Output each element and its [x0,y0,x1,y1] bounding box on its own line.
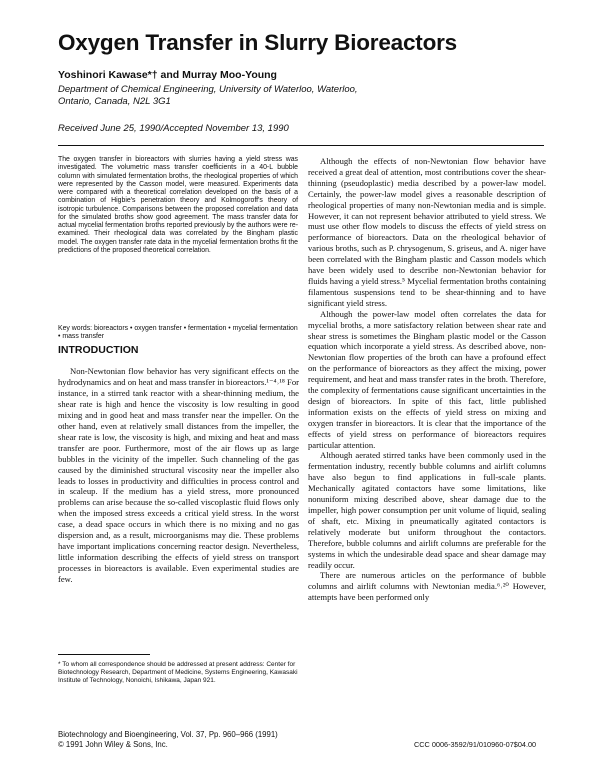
affiliation-line-2: Ontario, Canada, N2L 3G1 [58,96,171,107]
footnote-divider [58,654,150,655]
authors: Yoshinori Kawase*† and Murray Moo-Young [58,69,277,81]
received-dates: Received June 25, 1990/Accepted November 13, 1990 [58,123,289,134]
abstract: The oxygen transfer in bioreactors with slurries having a yield stress was investigated. The volumetric mass transfer coefficients in a 40-L bubble column with simulated fermentation broths, the rheological properties of which were represented by the Casson model, were measured. Experiments data were compared with a theoretical correlation developed on the basis of a combination of Higbie's penetration theory and Kolmogoroff's theory of isotropic turbulence. Comparisons between the proposed correlation and data for the simulated broths show good agreement. The mass transfer data for actual mycelial fermentation broths reported previously by the authors were re-examined. Their rheological data was correlated by the Bingham plastic model. The oxygen transfer rate data in the mycelial fermentation broths fit the predictions of the proposed theoretical correlation. [58,156,298,254]
intro-paragraph: Non-Newtonian flow behavior has very significant effects on the hydrodynamics and on heat and mass transfer in bioreactors.¹⁻⁴˒¹⁸ For instance, in a stirred tank reactor with a shear-thinning medium, the shear rate is high and hence the viscosity is low resulting in good mixing and in good heat and mass transfer near the impeller. On the other hand, even at relatively small distances from the impeller, the shear rate is low, the viscosity is high, and mixing and heat and mass transfer are poor. Furthermore, most of the air flows up as large bubbles in the vicinity of the impeller. Such channeling of the gas caused by the diminished structural viscosity near the impeller also leads to losses in productivity and difficulties in process control and in scaleup. If the medium has a yield stress, more pronounced problems can arise because the so-called viscoplastic fluid flows only when the imposed stress exceeds a critical yield stress. In the worst case, a dead space occurs in which there is no mixing and no gas dispersion and, as a result, microorganisms may die. These problems have important implications concerning reactor design. Nevertheless, little information describing the effects of yield stress on transport processes in bioreactors is available. Even experimental studies are few. [58,366,299,585]
ccc-code: CCC 0006-3592/91/010960-07$04.00 [414,740,537,749]
introduction-body [58,366,299,585]
paper-title: Oxygen Transfer in Slurry Bioreactors [58,30,457,55]
keywords: Key words: bioreactors • oxygen transfer • fermentation • mycelial fermentation • mass transfer [58,325,298,341]
body-paragraph-2: Although the power-law model often correlates the data for mycelial broths, a more satisfactory relation between shear rate and shear stress is sometimes the Bingham plastic model or the Casson equation which incorporate a yield stress. As described above, non-Newtonian flow properties of the broth can have a profound effect on the performance of bioreactors as they affect the mixing, power requirement, and heat and mass transfer rates in the broth. Therefore, the complexity of fermentations cause significant uncertainties in the design of bioreactors. In spite of this fact, little published information exists on the effects of yield stress on mixing and oxygen transfer in bioreactors. It is clear that the importance of the effects of yield stress on performance of bioreactors requires particular attention. [308,308,546,450]
copyright: © 1991 John Wiley & Sons, Inc. [58,740,168,749]
footnote: * To whom all correspondence should be addressed at present address: Center for Biotechnology Research, Department of Medicine, Systems Engineering, Kawasaki Institute of Technology, Nonoichi, Ishikawa, Japan 921. [58,661,298,684]
body-paragraph-4: There are numerous articles on the performance of bubble columns and airlift columns with Newtonian media.⁶˒²⁰ However, attempts have been performed only [308,570,546,603]
journal-footer [58,730,278,750]
right-column [308,156,546,603]
introduction-heading: INTRODUCTION [58,344,139,356]
affiliation-line-1: Department of Chemical Engineering, University of Waterloo, Waterloo, [58,84,358,95]
header-divider [58,145,544,146]
journal-citation: Biotechnology and Bioengineering, Vol. 37, Pp. 960–966 (1991) [58,730,278,739]
body-paragraph-1: Although the effects of non-Newtonian flow behavior have received a great deal of attention, most contributions cover the shear-thinning (pseudoplastic) media described by a power-law model. Certainly, the power-law model gives a reasonable description of rheological properties of many non-Newtonian media and is simple. However, it can not represent behavior attributed to yield stress. We must use other flow models to discuss the effects of yield stress on performance of bioreactors. Data on the rheological behavior of various broths, such as P. chrysogenum, S. griseus, and A. niger have been correlated with the Bingham plastic and Casson models which have been widely used to describe non-Newtonian behavior for fluids having a yield stress.⁵ Mycelial fermentation broths containing filamentous suspensions tend to be shear-thinning and to have significant yield stress. [308,156,546,308]
affiliation [58,84,378,108]
body-paragraph-3: Although aerated stirred tanks have been commonly used in the fermentation industry, recently bubble columns and airlift columns have also begun to find applications in full-scale plants. Mechanically agitated contactors have some limitations, like nonuniform mixing described above, shear damage due to the impeller, high power consumption per unit volume of liquid, sealing of shaft, etc. Mixing in pneumatically agitated contactors is relatively moderate but uniform throughout the contactors. Therefore, bubble columns and airlift columns are preferable for the systems in which the undesirable dead space and shear damage may readily occur. [308,450,546,570]
